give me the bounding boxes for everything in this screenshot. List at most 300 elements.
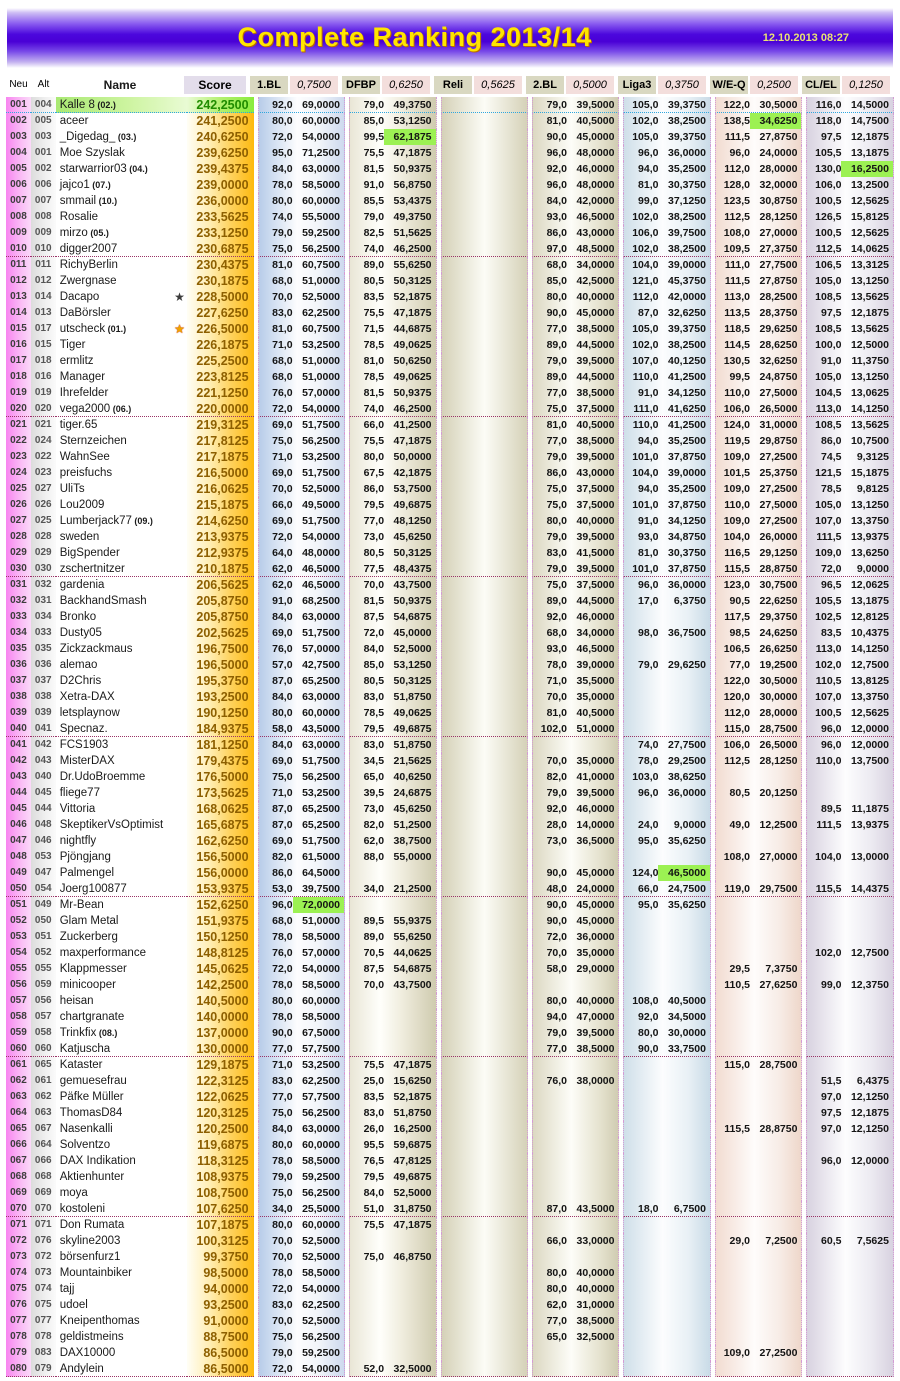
group-cell-w/e-q bbox=[715, 337, 802, 353]
weighted-value: 48,1250 bbox=[393, 515, 432, 527]
rank-old-cell: 023 bbox=[31, 465, 56, 481]
group-cell-liga3 bbox=[623, 705, 710, 721]
points-value bbox=[624, 1217, 658, 1233]
weighted-value bbox=[476, 481, 527, 497]
table-row bbox=[6, 353, 894, 369]
points-value: 117,5 bbox=[724, 611, 750, 623]
weighted-value: 27,7500 bbox=[668, 739, 706, 751]
weighted-value bbox=[476, 945, 527, 961]
player-name-cell: Tiger bbox=[59, 339, 86, 351]
points-value: 111,0 bbox=[724, 259, 750, 271]
points-value: 75,5 bbox=[363, 1059, 385, 1071]
weighted-value: 29,6250 bbox=[668, 659, 706, 671]
points-value: 110,0 bbox=[632, 419, 659, 431]
rank-old-cell: 066 bbox=[31, 1153, 56, 1169]
group-cell-liga3 bbox=[623, 641, 710, 657]
points-value bbox=[442, 353, 476, 369]
weighted-value: 63,0000 bbox=[302, 739, 341, 751]
group-cell-2.bl bbox=[532, 113, 619, 129]
weighted-value: 55,5000 bbox=[302, 211, 341, 223]
group-cell-liga3 bbox=[623, 1153, 710, 1169]
group-cell-1.bl bbox=[258, 257, 345, 273]
points-value: 73,0 bbox=[363, 803, 385, 815]
points-value: 81,0 bbox=[363, 355, 385, 367]
score-cell: 86,5000 bbox=[187, 1345, 254, 1361]
points-value: 90,0 bbox=[272, 1027, 293, 1039]
weighted-value: 13,0000 bbox=[850, 851, 889, 863]
weighted-value: 13,1250 bbox=[850, 499, 889, 511]
group-cell-2.bl bbox=[532, 673, 619, 689]
table-row bbox=[6, 705, 894, 721]
points-value bbox=[442, 673, 476, 689]
weighted-value bbox=[476, 1313, 527, 1329]
group-cell-w/e-q bbox=[715, 721, 802, 737]
rank-old-cell: 077 bbox=[31, 1313, 56, 1329]
points-value: 74,0 bbox=[272, 211, 293, 223]
points-value: 69,0 bbox=[272, 419, 293, 431]
score-cell: 239,0000 bbox=[187, 177, 254, 193]
group-cell-dfbp bbox=[349, 385, 436, 401]
points-value: 78,5 bbox=[363, 339, 385, 351]
weighted-value bbox=[567, 737, 618, 753]
group-cell-2.bl bbox=[532, 689, 619, 705]
rank-new-cell: 061 bbox=[6, 1057, 31, 1073]
player-name-cell: Manager bbox=[59, 371, 106, 383]
weighted-value: 47,1875 bbox=[393, 435, 432, 447]
weighted-value: 10,7500 bbox=[850, 435, 889, 447]
points-value bbox=[624, 689, 658, 705]
group-cell-reli bbox=[441, 113, 528, 129]
rank-old-cell: 030 bbox=[31, 561, 56, 577]
weighted-value: 27,3750 bbox=[759, 243, 798, 255]
points-value: 80,5 bbox=[363, 275, 385, 287]
weighted-value: 24,6250 bbox=[759, 627, 798, 639]
group-cell-liga3 bbox=[623, 1009, 710, 1025]
weighted-value bbox=[658, 1137, 709, 1153]
points-value bbox=[442, 881, 476, 896]
group-cell-dfbp bbox=[349, 769, 436, 785]
rank-old-cell: 054 bbox=[31, 881, 56, 897]
rank-old-cell: 013 bbox=[31, 305, 56, 321]
points-value bbox=[350, 1329, 384, 1345]
group-cell-w/e-q bbox=[715, 785, 802, 801]
table-row bbox=[6, 1153, 894, 1169]
table-row bbox=[6, 929, 894, 945]
weighted-value: 28,1250 bbox=[759, 755, 798, 767]
points-value: 72,0 bbox=[363, 627, 385, 639]
points-value: 83,0 bbox=[272, 1075, 293, 1087]
weighted-value: 38,0000 bbox=[576, 1075, 615, 1087]
group-cell-liga3 bbox=[623, 1073, 710, 1089]
points-value: 79,0 bbox=[638, 659, 659, 671]
previous-rank-note: (07.) bbox=[89, 180, 111, 190]
weighted-value: 59,2500 bbox=[302, 227, 341, 239]
group-cell-liga3 bbox=[623, 689, 710, 705]
group-cell-dfbp bbox=[349, 401, 436, 417]
score-cell: 202,5625 bbox=[187, 625, 254, 641]
weighted-value: 38,2500 bbox=[668, 115, 706, 127]
group-cell-liga3 bbox=[623, 193, 710, 209]
weighted-value: 44,5000 bbox=[576, 595, 615, 607]
group-cell-2.bl bbox=[532, 913, 619, 929]
weighted-value bbox=[476, 1089, 527, 1105]
weighted-value bbox=[476, 657, 527, 673]
points-value: 76,0 bbox=[272, 387, 293, 399]
rank-new-cell: 009 bbox=[6, 225, 31, 241]
points-value bbox=[442, 1041, 476, 1056]
previous-rank-note: (06.) bbox=[110, 404, 132, 414]
points-value: 104,0 bbox=[632, 467, 659, 479]
points-value: 78,0 bbox=[272, 931, 293, 943]
points-value bbox=[442, 257, 476, 273]
rank-old-cell: 051 bbox=[31, 929, 56, 945]
score-cell: 184,9375 bbox=[187, 721, 254, 737]
player-name-cell: digger2007 bbox=[56, 241, 187, 257]
score-cell: 206,5625 bbox=[187, 577, 254, 593]
group-weight: 0,5625 bbox=[474, 76, 522, 94]
points-value: 80,5 bbox=[363, 675, 385, 687]
points-value bbox=[807, 865, 841, 881]
weighted-value: 28,0000 bbox=[759, 163, 798, 175]
group-cell-dfbp bbox=[349, 865, 436, 881]
points-value: 96,0 bbox=[821, 739, 842, 751]
weighted-value: 55,0000 bbox=[393, 851, 432, 863]
weighted-value: 46,0000 bbox=[576, 163, 615, 175]
points-value: 87,0 bbox=[546, 1203, 567, 1215]
weighted-value bbox=[841, 1329, 892, 1345]
weighted-value: 14,0000 bbox=[576, 819, 615, 831]
group-cell-w/e-q bbox=[715, 1265, 802, 1281]
group-cell-2.bl bbox=[532, 561, 619, 577]
group-cell-reli bbox=[441, 1073, 528, 1089]
table-row bbox=[6, 145, 894, 161]
weighted-value: 39,5000 bbox=[576, 355, 615, 367]
rank-new-cell: 020 bbox=[6, 401, 31, 417]
player-name-cell: Sternzeichen bbox=[59, 435, 127, 447]
points-value: 78,0 bbox=[272, 1011, 293, 1023]
rank-new-cell: 027 bbox=[6, 513, 31, 529]
weighted-value bbox=[750, 1041, 801, 1056]
group-cell-dfbp bbox=[349, 1361, 436, 1377]
group-cell-2.bl bbox=[532, 945, 619, 961]
points-value: 72,0 bbox=[272, 531, 293, 543]
group-cell-2.bl bbox=[532, 753, 619, 769]
group-cell-cl/el bbox=[806, 113, 893, 129]
table-row bbox=[6, 513, 894, 529]
weighted-value bbox=[658, 705, 709, 721]
points-value: 75,0 bbox=[272, 435, 293, 447]
points-value: 77,0 bbox=[272, 1091, 293, 1103]
points-value: 34,0 bbox=[363, 883, 385, 895]
group-cell-1.bl bbox=[258, 529, 345, 545]
group-cell-liga3 bbox=[623, 353, 710, 369]
points-value: 80,0 bbox=[363, 451, 385, 463]
group-cell-liga3 bbox=[623, 833, 710, 849]
points-value: 118,0 bbox=[815, 115, 842, 127]
group-cell-cl/el bbox=[806, 289, 893, 305]
rank-old-cell: 049 bbox=[31, 897, 56, 913]
player-name-cell: Kneipenthomas bbox=[59, 1315, 140, 1327]
group-cell-dfbp bbox=[349, 1297, 436, 1313]
weighted-value bbox=[476, 513, 527, 529]
weighted-value: 53,7500 bbox=[393, 483, 432, 495]
score-cell: 94,0000 bbox=[187, 1281, 254, 1297]
weighted-value bbox=[750, 1073, 801, 1089]
points-value: 84,0 bbox=[272, 739, 293, 751]
group-cell-w/e-q bbox=[715, 289, 802, 305]
points-value: 81,0 bbox=[638, 547, 659, 559]
group-cell-dfbp bbox=[349, 801, 436, 817]
weighted-value: 46,5000 bbox=[576, 643, 615, 655]
weighted-value bbox=[476, 385, 527, 401]
group-cell-liga3 bbox=[623, 961, 710, 977]
group-cell-cl/el bbox=[806, 1169, 893, 1185]
weighted-value bbox=[841, 1361, 892, 1376]
group-cell-reli bbox=[441, 721, 528, 737]
group-cell-1.bl bbox=[258, 481, 345, 497]
group-cell-w/e-q bbox=[715, 1329, 802, 1345]
points-value bbox=[807, 913, 841, 929]
points-value bbox=[624, 961, 658, 977]
weighted-value bbox=[750, 1009, 801, 1025]
points-value: 80,0 bbox=[546, 995, 567, 1007]
weighted-value: 27,2500 bbox=[759, 483, 798, 495]
points-value bbox=[442, 1153, 476, 1169]
weighted-value: 39,5000 bbox=[576, 787, 615, 799]
weighted-value bbox=[841, 913, 892, 929]
group-cell-reli bbox=[441, 929, 528, 945]
player-name-cell: Bronko bbox=[59, 611, 97, 623]
points-value: 105,0 bbox=[632, 323, 659, 335]
group-cell-w/e-q bbox=[715, 1233, 802, 1249]
weighted-value: 63,0000 bbox=[302, 1123, 341, 1135]
weighted-value bbox=[476, 1169, 527, 1185]
points-value: 105,0 bbox=[632, 131, 659, 143]
weighted-value: 50,9375 bbox=[393, 387, 432, 399]
weighted-value: 35,2500 bbox=[668, 483, 706, 495]
group-label: 1.BL bbox=[250, 76, 288, 94]
score-cell: 228,5000 bbox=[187, 289, 254, 305]
player-name-cell: maxperformance bbox=[59, 947, 146, 959]
points-value: 28,0 bbox=[546, 819, 567, 831]
title-banner bbox=[7, 8, 893, 68]
points-value: 69,0 bbox=[272, 755, 293, 767]
weighted-value: 61,5000 bbox=[302, 851, 341, 863]
points-value bbox=[350, 865, 384, 881]
player-name-cell: udoel bbox=[59, 1299, 88, 1311]
player-name-cell: Rosalie bbox=[59, 211, 99, 223]
group-cell-liga3 bbox=[623, 241, 710, 257]
group-cell-1.bl bbox=[258, 1361, 345, 1377]
table-row bbox=[6, 1313, 894, 1329]
column-header-group-2.bl bbox=[526, 74, 614, 96]
points-value: 96,0 bbox=[638, 787, 659, 799]
weighted-value: 7,3750 bbox=[765, 963, 798, 975]
weighted-value bbox=[658, 961, 709, 977]
weighted-value: 32,5000 bbox=[576, 1331, 615, 1343]
group-cell-dfbp bbox=[349, 209, 436, 225]
rank-new-cell: 051 bbox=[6, 897, 31, 913]
rank-old-cell: 015 bbox=[31, 337, 56, 353]
points-value: 76,0 bbox=[272, 947, 293, 959]
page-title: Complete Ranking 2013/14 bbox=[237, 22, 592, 52]
column-header-alt: Alt bbox=[37, 79, 50, 90]
rank-old-cell: 014 bbox=[31, 289, 56, 305]
points-value: 71,0 bbox=[272, 1059, 293, 1071]
group-cell-dfbp bbox=[349, 1217, 436, 1233]
weighted-value bbox=[841, 1201, 892, 1216]
weighted-value: 49,3750 bbox=[393, 99, 432, 111]
weighted-value: 30,8750 bbox=[759, 195, 798, 207]
rank-old-cell: 005 bbox=[31, 113, 56, 129]
points-value bbox=[442, 977, 476, 993]
points-value: 110,0 bbox=[724, 387, 750, 399]
group-cell-w/e-q bbox=[715, 481, 802, 497]
points-value: 90,0 bbox=[638, 1043, 659, 1055]
score-cell: 99,3750 bbox=[187, 1249, 254, 1265]
weighted-value bbox=[476, 721, 527, 736]
weighted-value bbox=[841, 1297, 892, 1313]
table-row bbox=[6, 641, 894, 657]
score-cell: 221,1250 bbox=[187, 385, 254, 401]
weighted-value bbox=[476, 865, 527, 881]
group-cell-dfbp bbox=[349, 641, 436, 657]
weighted-value: 43,5000 bbox=[576, 1203, 615, 1215]
weighted-value bbox=[658, 913, 709, 929]
weighted-value: 65,2500 bbox=[302, 803, 341, 815]
points-value bbox=[442, 1009, 476, 1025]
weighted-value: 29,3750 bbox=[759, 611, 798, 623]
star-icon: ★ bbox=[174, 322, 185, 336]
rank-old-cell: 056 bbox=[31, 993, 56, 1009]
rank-old-cell: 016 bbox=[31, 369, 56, 385]
points-value bbox=[716, 1137, 750, 1153]
rank-old-cell: 046 bbox=[31, 833, 56, 849]
group-cell-liga3 bbox=[623, 305, 710, 321]
rank-new-cell: 010 bbox=[6, 241, 31, 257]
points-value: 75,0 bbox=[272, 243, 293, 255]
player-name-cell: börsenfurz1 bbox=[59, 1251, 121, 1263]
player-name-cell: jajco1 (07.) bbox=[59, 179, 111, 191]
points-value bbox=[624, 945, 658, 961]
weighted-value bbox=[658, 1073, 709, 1089]
points-value: 115,5 bbox=[815, 883, 842, 895]
group-cell-liga3 bbox=[623, 257, 710, 273]
group-cell-reli bbox=[441, 1249, 528, 1265]
group-cell-2.bl bbox=[532, 1329, 619, 1345]
points-value bbox=[350, 897, 384, 913]
points-value: 94,0 bbox=[638, 483, 659, 495]
points-value: 86,0 bbox=[272, 867, 293, 879]
weighted-value: 49,6875 bbox=[393, 499, 432, 511]
group-cell-liga3 bbox=[623, 1313, 710, 1329]
weighted-value bbox=[476, 193, 527, 209]
weighted-value: 10,4375 bbox=[850, 627, 889, 639]
score-cell: 210,1875 bbox=[187, 561, 254, 577]
weighted-value bbox=[476, 833, 527, 849]
player-name-cell: Zwergnase bbox=[59, 275, 117, 287]
weighted-value: 12,1875 bbox=[850, 1107, 889, 1119]
group-cell-2.bl bbox=[532, 353, 619, 369]
weighted-value bbox=[841, 1185, 892, 1201]
group-cell-2.bl bbox=[532, 97, 619, 113]
group-cell-dfbp bbox=[349, 785, 436, 801]
group-cell-1.bl bbox=[258, 401, 345, 417]
weighted-value: 34,6250 bbox=[750, 113, 801, 129]
weighted-value: 24,7500 bbox=[668, 883, 706, 895]
rank-old-cell: 075 bbox=[31, 1297, 56, 1313]
weighted-value: 51,0000 bbox=[302, 355, 341, 367]
group-cell-cl/el bbox=[806, 1009, 893, 1025]
rank-old-cell: 026 bbox=[31, 497, 56, 513]
weighted-value: 38,7500 bbox=[393, 835, 432, 847]
score-cell: 142,2500 bbox=[187, 977, 254, 993]
group-cell-2.bl bbox=[532, 1185, 619, 1201]
weighted-value bbox=[384, 897, 435, 913]
points-value: 75,0 bbox=[546, 579, 567, 591]
group-cell-2.bl bbox=[532, 977, 619, 993]
weighted-value bbox=[476, 609, 527, 625]
group-cell-w/e-q bbox=[715, 1313, 802, 1329]
weighted-value: 65,2500 bbox=[302, 819, 341, 831]
points-value: 62,0 bbox=[546, 1299, 567, 1311]
points-value: 87,0 bbox=[272, 675, 293, 687]
group-cell-dfbp bbox=[349, 1057, 436, 1073]
weighted-value: 58,5000 bbox=[302, 979, 341, 991]
weighted-value: 12,0625 bbox=[850, 579, 889, 591]
weighted-value: 28,1250 bbox=[759, 211, 798, 223]
column-header-row bbox=[6, 74, 894, 96]
weighted-value: 53,2500 bbox=[302, 1059, 341, 1071]
table-row bbox=[6, 369, 894, 385]
points-value bbox=[624, 1073, 658, 1089]
points-value: 70,0 bbox=[272, 1235, 293, 1247]
group-cell-liga3 bbox=[623, 1089, 710, 1105]
previous-rank-note: (09.) bbox=[131, 516, 153, 526]
rank-old-cell: 019 bbox=[31, 385, 56, 401]
group-cell-w/e-q bbox=[715, 1073, 802, 1089]
score-cell: 86,5000 bbox=[187, 1361, 254, 1377]
group-cell-dfbp bbox=[349, 833, 436, 849]
column-header-group-liga3 bbox=[618, 74, 706, 96]
points-value: 71,0 bbox=[546, 675, 567, 687]
weighted-value: 6,7500 bbox=[673, 1203, 706, 1215]
points-value: 111,5 bbox=[724, 131, 750, 143]
group-cell-dfbp bbox=[349, 945, 436, 961]
points-value bbox=[624, 1057, 658, 1073]
points-value: 105,0 bbox=[815, 371, 842, 383]
points-value bbox=[442, 801, 476, 817]
points-value bbox=[442, 417, 476, 433]
group-cell-w/e-q bbox=[715, 465, 802, 481]
group-cell-1.bl bbox=[258, 1137, 345, 1153]
rank-old-cell: 055 bbox=[31, 961, 56, 977]
rank-new-cell: 057 bbox=[6, 993, 31, 1009]
points-value bbox=[624, 1089, 658, 1105]
weighted-value: 33,0000 bbox=[576, 1235, 615, 1247]
group-cell-w/e-q bbox=[715, 305, 802, 321]
points-value: 84,0 bbox=[272, 163, 293, 175]
points-value: 49,0 bbox=[729, 819, 750, 831]
group-cell-2.bl bbox=[532, 481, 619, 497]
points-value bbox=[442, 1185, 476, 1201]
points-value bbox=[350, 1345, 384, 1361]
points-value: 112,5 bbox=[815, 243, 842, 255]
group-cell-dfbp bbox=[349, 129, 436, 145]
table-row bbox=[6, 1073, 894, 1089]
points-value bbox=[624, 641, 658, 657]
points-value: 108,0 bbox=[632, 995, 659, 1007]
